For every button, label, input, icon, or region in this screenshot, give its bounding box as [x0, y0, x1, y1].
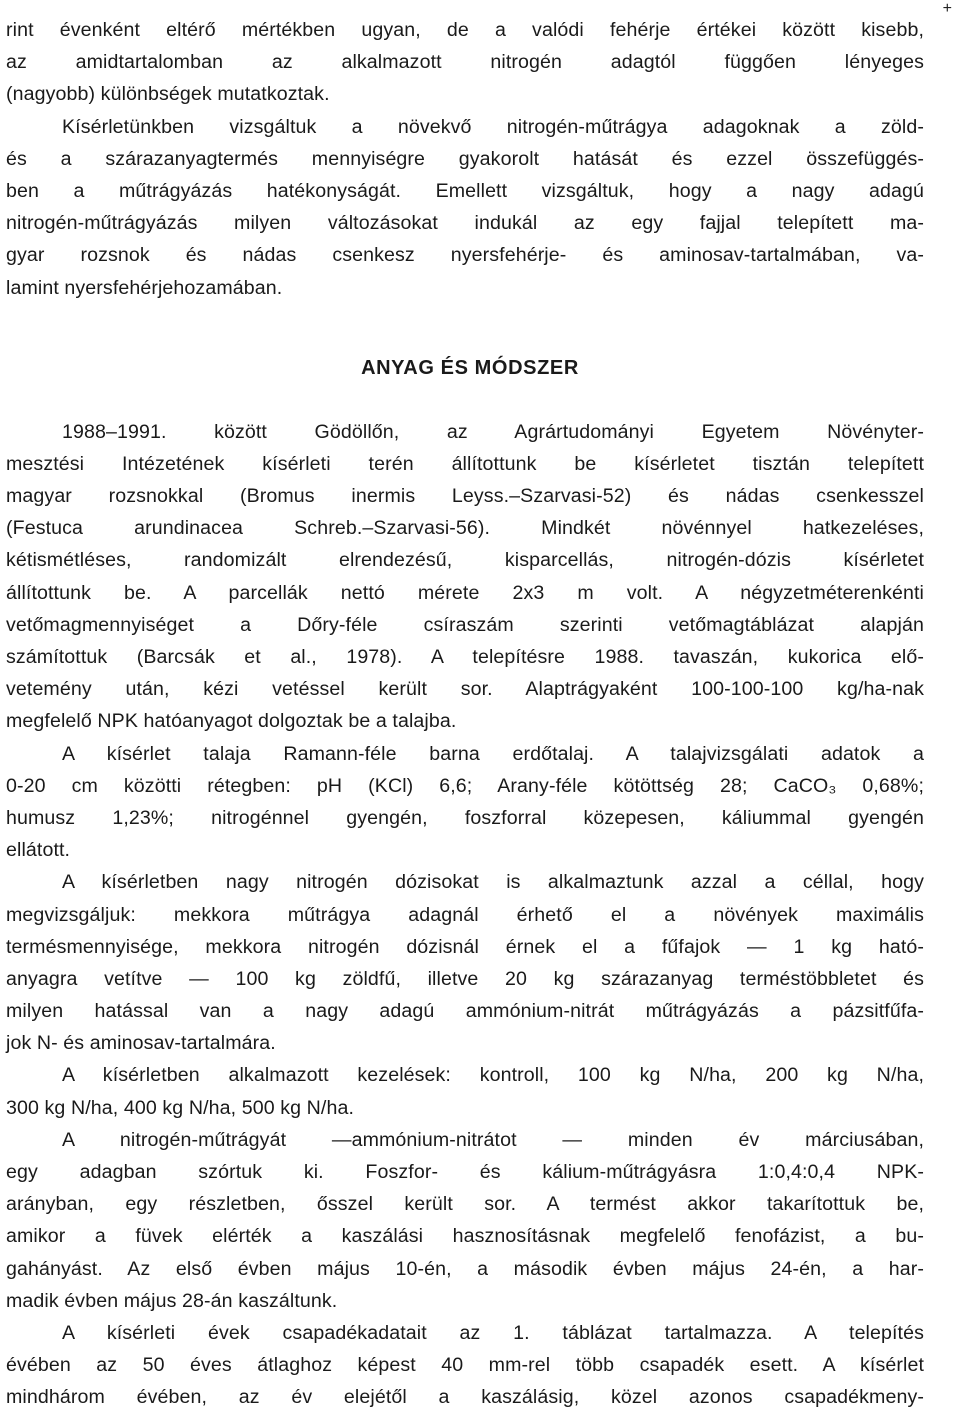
text-line: A kísérleti évek csapadékadatait az 1. táblázat tartalmazza. A telepítés	[62, 1321, 924, 1344]
section-heading: ANYAG ÉS MÓDSZER	[361, 356, 579, 379]
text-line: számítottuk (Barcsák et al., 1978). A telepítésre 1988. tavaszán, kukorica elő-	[6, 646, 924, 668]
text-line: ellátott.	[6, 839, 71, 862]
text-line: mesztési Intézetének kísérleti terén állítottunk be kísérletet tisztán telepített	[6, 452, 924, 475]
corner-mark: +	[942, 0, 952, 17]
text-line: A kísérletben nagy nitrogén dózisokat is alkalmaztunk azzal a céllal, hogy	[62, 871, 924, 894]
text-line: madik évben május 28-án kaszáltunk.	[6, 1289, 338, 1312]
text-line: anyagra vetítve — 100 kg zöldfű, illetve 20 kg szárazanyag terméstöbbletet és	[6, 967, 924, 990]
text-line: A kísérlet talaja Ramann-féle barna erdőtalaj. A talajvizsgálati adatok a	[62, 742, 924, 765]
text-line: humusz 1,23%; nitrogénnel gyengén, foszforral közepesen, káliummal gyengén	[6, 806, 924, 829]
text-line: gyar rozsnok és nádas csenkesz nyersfehérje- és aminosav-tartalmában, va-	[6, 244, 924, 267]
text-line: ben a műtrágyázás hatékonyságát. Emellett vizsgáltuk, hogy a nagy adagú	[6, 179, 924, 202]
text-line: és a szárazanyagtermés mennyiségre gyakorolt hatását és ezzel összefüggés-	[6, 147, 924, 170]
text-line: megfelelő NPK hatóanyagot dolgoztak be a talajba.	[6, 710, 457, 733]
text-line: évében az 50 éves átlaghoz képest 40 mm-rel több csapadék esett. A kísérlet	[6, 1354, 924, 1377]
text-line: termésmennyisége, mekkora nitrogén dózisnál érnek el a fűfajok — 1 kg ható-	[6, 935, 924, 958]
text-line: A kísérletben alkalmazott kezelések: kontroll, 100 kg N/ha, 200 kg N/ha,	[62, 1064, 924, 1087]
text-line: 0-20 cm közötti rétegben: pH (KCl) 6,6; Arany-féle kötöttség 28; CaCO₃ 0,68%;	[6, 774, 924, 797]
text-line: (nagyobb) különbségek mutatkoztak.	[6, 83, 330, 106]
aim-paragraph	[6, 111, 924, 304]
text-line: állítottunk be. A parcellák nettó mérete 2x3 m volt. A négyzetméterenkénti	[6, 581, 924, 604]
text-line: 300 kg N/ha, 400 kg N/ha, 500 kg N/ha.	[6, 1096, 355, 1119]
text-line: nitrogén-műtrágyázás milyen változásokat indukál az egy fajjal telepített ma-	[6, 212, 924, 235]
text-line: (Festuca arundinacea Schreb.–Szarvasi-56). Mindkét növénnyel hatkezeléses,	[6, 517, 924, 540]
doses-paragraph	[6, 866, 924, 1059]
text-line: az amidtartalomban az alkalmazott nitrogén adagtól függően lényeges	[6, 51, 924, 74]
intro-paragraph	[6, 14, 924, 111]
text-line: Kísérletünkben vizsgáltuk a növekvő nitrogén-műtrágya adagoknak a zöld-	[62, 115, 924, 138]
application-paragraph	[6, 1124, 924, 1317]
text-line: kétismétléses, randomizált elrendezésű, kisparcellás, nitrogén-dózis kísérletet	[6, 549, 924, 572]
soil-paragraph	[6, 738, 924, 867]
methods-paragraph	[6, 416, 924, 738]
text-line: amikor a füvek elérték a kaszálási hasznosításnak megfelelő fenofázist, a bu-	[6, 1225, 924, 1248]
text-line: arányban, egy részletben, ősszel került sor. A termést akkor takarítottuk be,	[6, 1193, 924, 1216]
text-line: jok N- és aminosav-tartalmára.	[6, 1032, 276, 1055]
text-line: 1988–1991. között Gödöllőn, az Agrártudományi Egyetem Növényter-	[62, 420, 924, 443]
spacer	[6, 384, 924, 416]
text-line: rint évenként eltérő mértékben ugyan, de a valódi fehérje értékei között kisebb,	[6, 19, 924, 41]
text-line: magyar rozsnokkal (Bromus inermis Leyss.–Szarvasi-52) és nádas csenkesszel	[6, 485, 924, 508]
text-line: vetőmagmennyiséget a Dőry-féle csíraszám szerinti vetőmagtáblázat alapján	[6, 613, 924, 636]
weather-paragraph	[6, 1317, 924, 1414]
text-line: egy adagban szórtuk ki. Foszfor- és kálium-műtrágyásra 1:0,4:0,4 NPK-	[6, 1161, 924, 1183]
text-line: milyen hatással van a nagy adagú ammónium-nitrát műtrágyázás a pázsitfűfa-	[6, 1000, 924, 1023]
text-line: mindhárom évében, az év elejétől a kaszálásig, közel azonos csapadékmeny-	[6, 1386, 924, 1409]
page-body	[6, 14, 924, 1414]
text-line: lamint nyersfehérjehozamában.	[6, 276, 283, 299]
text-line: megvizsgáljuk: mekkora műtrágya adagnál érhető el a növények maximális	[6, 903, 924, 926]
text-line: A nitrogén-műtrágyát —ammónium-nitrátot — minden év márciusában,	[62, 1128, 924, 1151]
text-line: vetemény után, kézi vetéssel került sor. Alaptrágyaként 100-100-100 kg/ha-nak	[6, 678, 924, 701]
treatments-paragraph	[6, 1059, 924, 1123]
text-line: gahányást. Az első évben május 10-én, a második évben május 24-én, a har-	[6, 1257, 924, 1280]
spacer	[6, 304, 924, 352]
